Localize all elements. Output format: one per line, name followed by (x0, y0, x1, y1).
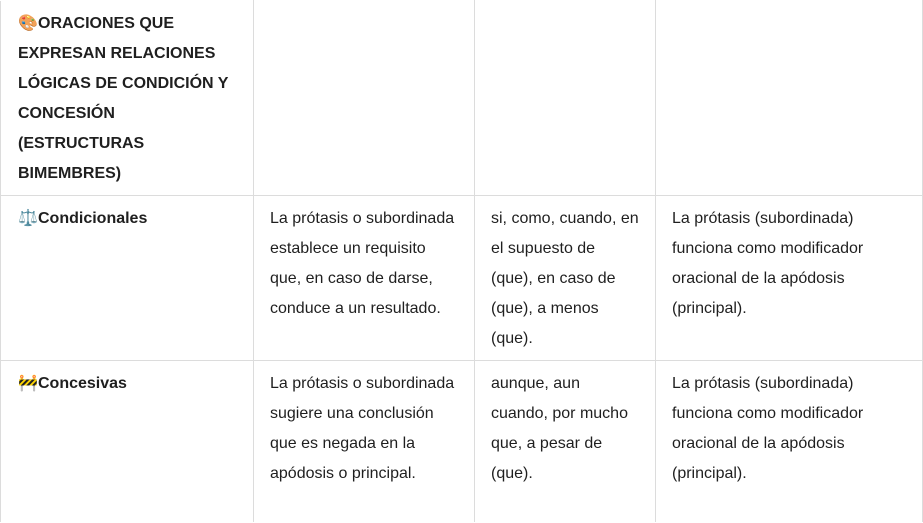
empty-header-cell (254, 1, 475, 196)
table-title: ORACIONES QUE EXPRESAN RELACIONES LÓGICAS DE CONDICIÓN Y CONCESIÓN (ESTRUCTURAS BIMEMBRES) (18, 15, 229, 182)
table-title-cell (1, 1, 254, 196)
construction-barrier-icon: 🚧 (18, 375, 38, 392)
connectors-cell: si, como, cuando, en el supuesto de (que), en caso de (que), a menos (que). (475, 196, 656, 361)
table-header-row (1, 1, 923, 196)
connectors-cell: aunque, aun cuando, por mucho que, a pesar de (que). (475, 361, 656, 523)
table-row (1, 361, 923, 523)
function-cell: La prótasis (subordinada) funciona como modificador oracional de la apódosis (principal). (656, 196, 923, 361)
row-label-cell (1, 361, 254, 523)
row-label: Concesivas (38, 375, 127, 392)
description-cell: La prótasis o subordinada establece un requisito que, en caso de darse, conduce a un resultado. (254, 196, 475, 361)
palette-icon: 🎨 (18, 15, 38, 32)
empty-header-cell (656, 1, 923, 196)
function-cell: La prótasis (subordinada) funciona como modificador oracional de la apódosis (principal). (656, 361, 923, 523)
row-label: Condicionales (38, 210, 148, 227)
empty-header-cell (475, 1, 656, 196)
table-row (1, 196, 923, 361)
row-label-cell (1, 196, 254, 361)
balance-scale-icon: ⚖️ (18, 210, 38, 227)
description-cell: La prótasis o subordinada sugiere una conclusión que es negada en la apódosis o principal. (254, 361, 475, 523)
